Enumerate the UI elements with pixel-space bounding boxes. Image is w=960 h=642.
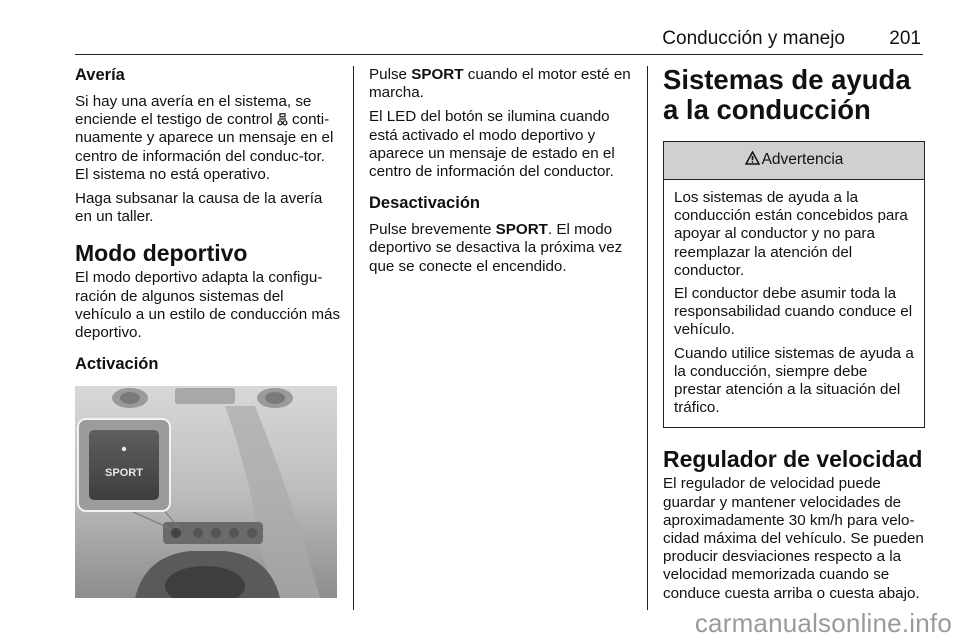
watermark: carmanualsonline.info: [694, 608, 952, 638]
averia-paragraph-1: Si hay una avería en el sistema, se enciende el testigo de control conti-nuamente y aparece un mensaje en el centro de información del conduc-tor. El sistema no está operativo.: [75, 93, 334, 183]
column-divider: [647, 66, 648, 610]
warning-paragraph-3: Cuando utilice sistemas de ayuda a la conducción, siempre debe prestar atención a la situación del tráfico.: [674, 344, 914, 417]
warning-title: Advertencia: [761, 151, 844, 169]
page-header: [75, 20, 923, 55]
averia-paragraph-2: Haga subsanar la causa de la avería en un taller.: [75, 190, 323, 226]
column-divider: [353, 66, 354, 610]
warning-paragraph-2: El conductor debe asumir toda la responsabilidad cuando conduce el vehículo.: [674, 285, 913, 339]
activacion-paragraph-1: Pulse SPORT cuando el motor esté en marcha.: [369, 66, 631, 102]
activacion-paragraph-2: El LED del botón se ilumina cuando está activado el modo deportivo y aparece un mensaje de estado en el centro de información del conductor.: [369, 108, 615, 181]
regulador-heading: Regulador de velocidad: [663, 446, 923, 473]
activacion-heading: Activación: [75, 355, 159, 374]
sport-button-photo: [75, 386, 337, 598]
warning-triangle-icon: [745, 151, 760, 170]
sport-button-ref: SPORT: [495, 221, 548, 239]
warning-box: [663, 141, 925, 428]
averia-heading: Avería: [75, 66, 125, 84]
sistemas-ayuda-heading: Sistemas de ayuda a la conducción: [663, 64, 911, 125]
warning-paragraph-1: Los sistemas de ayuda a la conducción están concebidos para apoyar al conductor y no para reemplazar la atención del conductor.: [674, 189, 908, 279]
sport-button-ref: SPORT: [411, 66, 464, 83]
warning-header: [664, 142, 924, 180]
warning-body: [664, 180, 924, 427]
modo-deportivo-heading: Modo deportivo: [75, 240, 248, 267]
column-left: [75, 66, 341, 598]
column-right: [663, 66, 925, 609]
page-number: 201: [889, 28, 921, 49]
section-title: Conducción y manejo: [662, 28, 845, 49]
column-middle: [369, 66, 633, 282]
modo-deportivo-paragraph: El modo deportivo adapta la configu-ración de algunos sistemas del vehículo a un estilo de conducción más deportivo.: [75, 269, 341, 342]
sport-button-label: SPORT: [105, 467, 143, 480]
sport-mode-indicator-icon: [277, 113, 288, 126]
desactivacion-heading: Desactivación: [369, 194, 480, 213]
regulador-paragraph: El regulador de velocidad puede guardar y mantener velocidades de aproximadamente 30 km/h para velo-cidad máxima del vehículo. Se pueden producir desviaciones respecto a la velocidad memorizada cuando se conduce cuesta arriba o cuesta abajo.: [663, 475, 924, 602]
desactivacion-paragraph: Pulse brevemente SPORT. El modo deportivo se desactiva la próxima vez que se conecte el encendido.: [369, 221, 623, 275]
